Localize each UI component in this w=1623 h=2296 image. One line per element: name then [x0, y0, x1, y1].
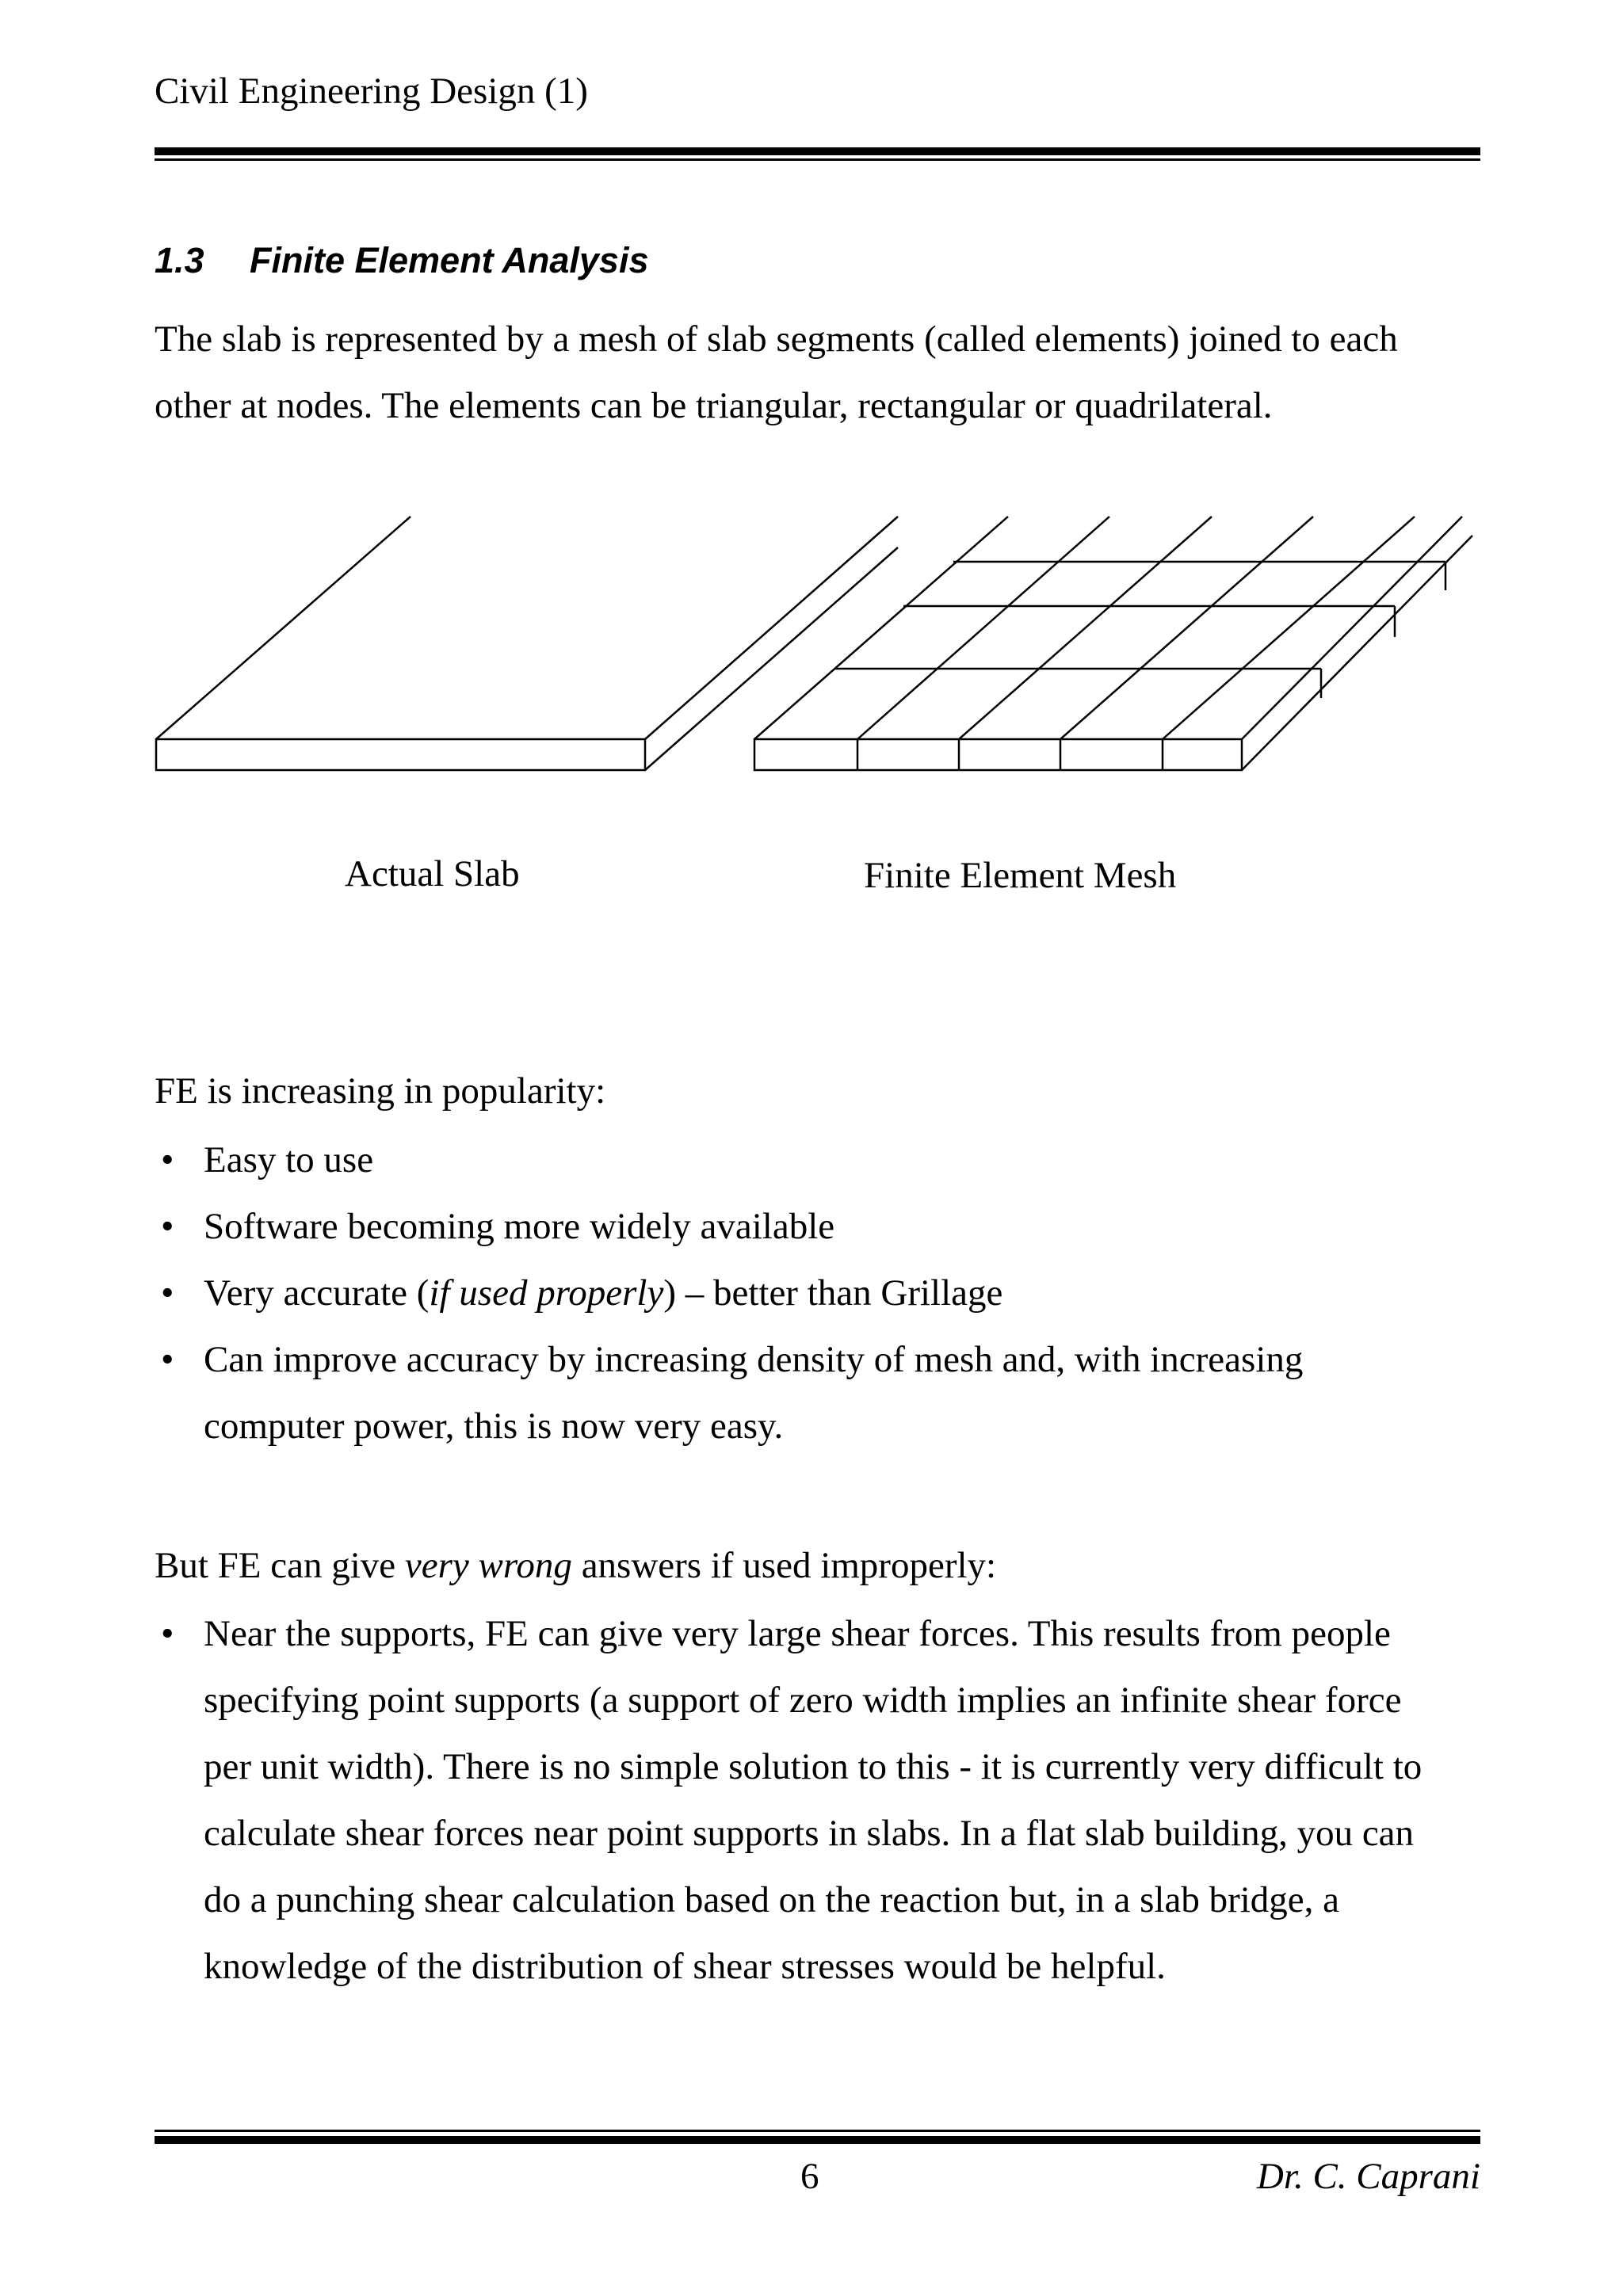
mesh-drawing	[754, 517, 1472, 770]
section-number: 1.3	[155, 240, 204, 280]
actual-slab-top-right-edge	[645, 517, 898, 739]
caption-finite-element-mesh: Finite Element Mesh	[864, 855, 1177, 896]
popularity-lead: FE is increasing in popularity:	[155, 1070, 606, 1112]
list-item: • Easy to use	[155, 1127, 1486, 1193]
italic-emphasis: very wrong	[404, 1545, 572, 1586]
list-item: • Software becoming more widely available	[155, 1193, 1486, 1260]
intro-line-1: The slab is represented by a mesh of slab segments (called elements) joined to each	[155, 318, 1398, 360]
header-rule-thin	[155, 158, 1480, 161]
list-item: • Near the supports, FE can give very large shear forces. This results from people specifying point supports (a support of zero width implies an infinite shear force per unit width). There is no simple solution to this - it is currently very difficult to calculate shear forces near point supports in slabs. In a flat slab building, you can do a punching shear calculation based on the reaction but, in a slab bridge, a knowledge of the distribution of shear stresses would be helpful.	[155, 1600, 1486, 2000]
mesh-front-face	[754, 739, 1242, 770]
actual-slab-front-face	[156, 739, 645, 770]
section-heading	[155, 242, 648, 278]
running-header: Civil Engineering Design (1)	[155, 71, 588, 112]
actual-slab-left-edge	[156, 517, 411, 739]
bullet-icon: •	[161, 1139, 174, 1180]
footer-rule-thick	[155, 2136, 1480, 2144]
popularity-list	[155, 1127, 1486, 1459]
bullet-icon: •	[161, 1206, 174, 1247]
bullet-icon: •	[161, 1613, 174, 1654]
bullet-icon: •	[161, 1339, 174, 1380]
section-title: Finite Element Analysis	[250, 240, 649, 280]
intro-paragraph	[155, 306, 1480, 439]
footer-rule-thin	[155, 2130, 1480, 2132]
warning-lead: But FE can give very wrong answers if used improperly:	[155, 1545, 997, 1586]
page-number: 6	[800, 2156, 819, 2197]
intro-line-2: other at nodes. The elements can be triangular, rectangular or quadrilateral.	[155, 385, 1273, 426]
actual-slab-drawing	[156, 517, 898, 770]
slab-figure	[0, 507, 1623, 792]
bullet-icon: •	[161, 1272, 174, 1314]
list-item: • Very accurate (if used properly) – better than Grillage	[155, 1260, 1486, 1326]
caption-actual-slab: Actual Slab	[345, 853, 520, 894]
warning-list	[155, 1600, 1486, 2000]
author-name: Dr. C. Caprani	[1256, 2156, 1480, 2197]
italic-emphasis: if used properly	[429, 1272, 664, 1314]
header-rule-thick	[155, 147, 1480, 155]
list-item: • Can improve accuracy by increasing density of mesh and, with increasing computer power, this is now very easy.	[155, 1326, 1486, 1459]
